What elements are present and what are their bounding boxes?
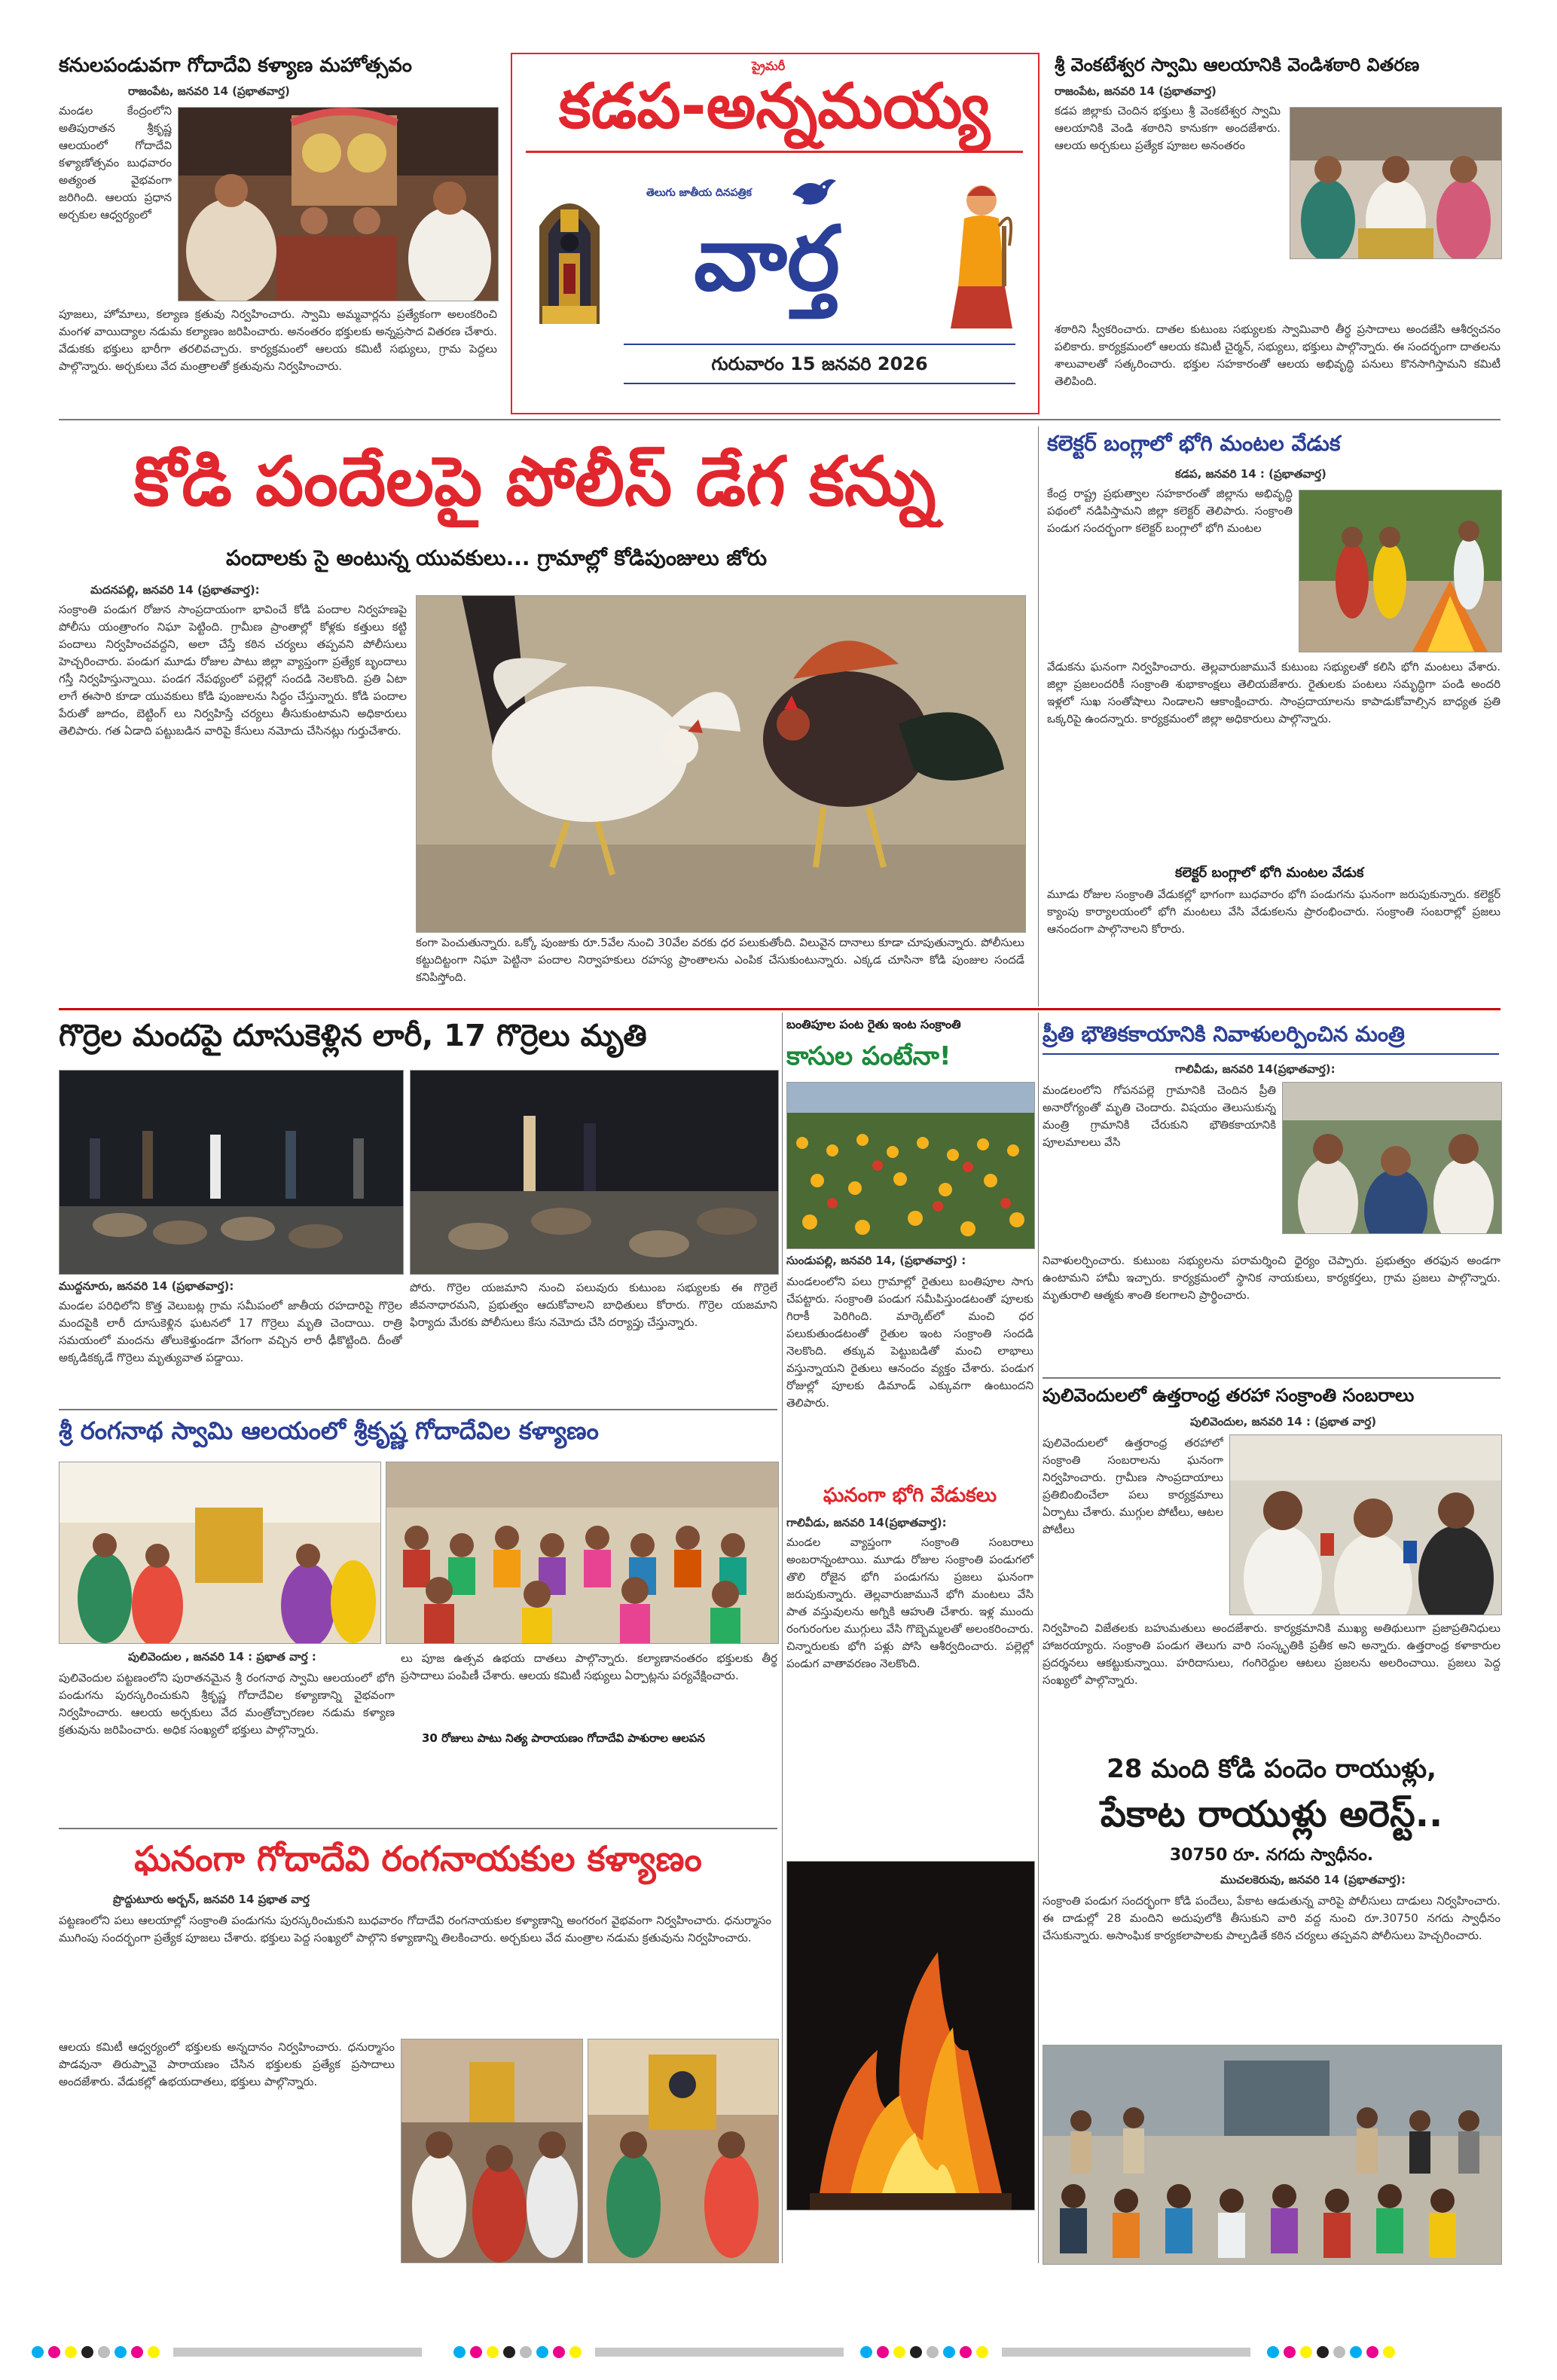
right-top-body1: కడప జిల్లాకు చెందిన భక్తులు శ్రీ వెంకటేశ్వర స్వామి ఆలయానికి వెండి శఠారిని కానుకగా అందజేశారు. ఆలయ అర్చకులు ప్రత్యేక పూజల అనంతరం bbox=[1055, 104, 1281, 152]
flowers-body: మండలంలోని పలు గ్రామాల్లో రైతులు బంతిపూల సాగు చేపట్టారు. సంక్రాంతి పండుగ సమీపిస్తుండటంతో పూలకు గిరాకీ పెరిగింది. మార్కెట్‌లో మంచి ధర పలుకుతుండటంతో రైతుల ఇంట సంక్రాంతి సందడి నెలకొంది. తక్కువ పెట్టుబడితో మంచి లాభాలు వస్తున్నాయని రైతులు ఆనందం వ్యక్తం చేశారు. పండుగ రోజుల్లో పూలకు డిమాండ్ ఎక్కువగా ఉంటుందని తెలిపారు. bbox=[786, 1275, 1033, 1410]
registration-dot bbox=[569, 2346, 582, 2358]
registration-dot bbox=[520, 2346, 532, 2358]
mid-rule-1 bbox=[59, 1008, 1501, 1010]
registration-dot bbox=[910, 2346, 922, 2358]
registration-dot bbox=[1300, 2346, 1312, 2358]
right-top-body2: శఠారిని స్వీకరించారు. దాతల కుటుంబ సభ్యులకు స్వామివారి తీర్థ ప్రసాదాలు అందజేసి ఆశీర్వచనం పలికారు. కార్యక్రమంలో ఆలయ కమిటీ చైర్మన్, సభ్యులు, భక్తులు పాల్గొన్నారు. ఈ సందర్భంగా దాతలను శాలువాలతో సత్కరించారు. భక్తుల సహకారంతో ఆలయ అభివృద్ధి పనులు కొనసాగిస్తామని కమిటీ తెలిపింది. bbox=[1055, 322, 1501, 388]
flowers-headline: కాసుల పంటేనా! bbox=[786, 1041, 951, 1071]
bonfire-photo bbox=[786, 1861, 1035, 2210]
pulivendula-body1: పులివెందులలో ఉత్తరాంధ్ర తరహాలో సంక్రాంతి సంబరాలను ఘనంగా నిర్వహించారు. గ్రామీణ సాంప్రదాయాలు ప్రతిబింబించేలా పలు కార్యక్రమాలు ఏర్పాటు చేశారు. ముగ్గుల పోటీలు, ఆటల పోటీలు bbox=[1043, 1436, 1223, 1536]
top-rule bbox=[59, 419, 1501, 420]
masthead-tagline: తెలుగు జాతీయ దినపత్రిక bbox=[646, 187, 752, 199]
collector-photo bbox=[1299, 490, 1502, 652]
registration-dot bbox=[877, 2346, 889, 2358]
collector-subhead: కలెక్టర్ బంగ్లాలో భోగి మంటల వేడుక bbox=[1175, 865, 1364, 881]
arrest-photo bbox=[1043, 2045, 1502, 2265]
registration-dot bbox=[927, 2346, 939, 2358]
registration-dot bbox=[1383, 2346, 1395, 2358]
registration-bar bbox=[595, 2348, 844, 2357]
right-top-headline: శ్రీ వెంకటేశ్వర స్వామి ఆలయానికి వెండిశఠారి వితరణ bbox=[1055, 54, 1420, 75]
registration-dot bbox=[960, 2346, 972, 2358]
mid-rule-3 bbox=[59, 1828, 777, 1829]
goda-body2: ఆలయ కమిటీ ఆధ్వర్యంలో భక్తులకు అన్నదానం నిర్వహించారు. ధనుర్మాసం పొడవునా తిరుప్పావై పారాయణం చేసిన భక్తులకు ప్రత్యేక ప్రసాదాలు అందజేశారు. వేడుకల్లో ఉభయదాతలు, భక్తులు పాల్గొన్నారు. bbox=[59, 2040, 395, 2088]
registration-dot bbox=[1366, 2346, 1378, 2358]
registration-dot bbox=[976, 2346, 988, 2358]
ranganatha-body2: లు పూజ ఉత్సవ ఉభయ దాతలు పాల్గొన్నారు. కల్యాణానంతరం భక్తులకు తీర్థ ప్రసాదాలు పంపిణీ చేశారు. ఆలయ కమిటీ సభ్యులు ఏర్పాట్లను పర్యవేక్షించారు. bbox=[401, 1651, 777, 1682]
lead-body1: సంక్రాంతి పండుగ రోజున సాంప్రదాయంగా భావించే కోడి పందాల నిర్వహణపై పోలీసు యంత్రాంగం నిఘా పెట్టింది. గ్రామీణ ప్రాంతాల్లో కోళ్లకు కత్తులు కట్టి పందాలు నిర్వహించవద్దని, అలా చేస్తే కఠిన చర్యలు తప్పవని పోలీసులు హెచ్చరించారు. పండుగ మూడు రోజుల పాటు జిల్లా వ్యాప్తంగా ప్రత్యేక బృందాలు గస్తీ నిర్వహిస్తున్నాయి. పండగ నేపథ్యంలో పల్లెల్లో సందడి నెలకొంది. ప్రతి ఏటా లాగే ఈసారి కూడా యువకులు కోడి పుంజులను సిద్ధం చేస్తున్నారు. కోడి పందాల పేరుతో జూదం, బెట్టింగ్ లు నిర్వహిస్తే చర్యలు తీసుకుంటామని అధికారులు తెలిపారు. గత ఏడాది పట్టుబడిన వారిపై కేసులు నమోదు చేసినట్లు గుర్తుచేశారు. bbox=[59, 603, 407, 738]
registration-dot bbox=[65, 2346, 77, 2358]
col-sep-1 bbox=[782, 1013, 783, 2263]
ranganatha-dateline: పులివెందుల , జనవరి 14 : ప్రభాత వార్త : bbox=[128, 1650, 316, 1664]
pulivendula-photo bbox=[1229, 1434, 1502, 1615]
collector-body1: కేంద్ర రాష్ట్ర ప్రభుత్వాల సహకారంతో జిల్లాను అభివృద్ధి పథంలో నడిపిస్తామని జిల్లా కలెక్టర్ తెలిపారు. సంక్రాంతి పండుగ సందర్భంగా కలెక్టర్ బంగ్లాలో భోగి మంటల bbox=[1047, 487, 1293, 535]
col-sep-3 bbox=[1038, 426, 1039, 1007]
mid-rule-2 bbox=[59, 1409, 777, 1410]
registration-dot bbox=[503, 2346, 515, 2358]
registration-dot bbox=[131, 2346, 143, 2358]
registration-dot bbox=[553, 2346, 565, 2358]
issue-date: గురువారం 15 జనవరి 2026 bbox=[711, 353, 928, 374]
flowers-dateline: సుండుపల్లి, జనవరి 14, (ప్రభాతవార్త) : bbox=[786, 1254, 966, 1267]
goda-headline: ఘనంగా గోదాదేవి రంగనాయకుల కళ్యాణం bbox=[134, 1838, 702, 1879]
registration-dot bbox=[32, 2346, 44, 2358]
registration-dot bbox=[860, 2346, 872, 2358]
bhogi-dateline: గాలివీడు, జనవరి 14(ప్రభాతవార్త): bbox=[786, 1516, 947, 1529]
masthead bbox=[511, 53, 1040, 414]
registration-dot bbox=[893, 2346, 905, 2358]
ranganatha-photo-2 bbox=[386, 1462, 779, 1644]
temple-photo-2 bbox=[588, 2039, 779, 2263]
registration-dot bbox=[48, 2346, 60, 2358]
left-top-headline: కనులపండువగా గోదాదేవి కళ్యాణ మహోత్సవం bbox=[59, 54, 412, 77]
masthead-title-underline bbox=[526, 151, 1023, 153]
venkateswara-illustration bbox=[532, 181, 607, 324]
sheep-photo-1 bbox=[59, 1070, 404, 1275]
registration-dot bbox=[453, 2346, 466, 2358]
minister-photo bbox=[1282, 1082, 1502, 1234]
collector-headline: కలెక్టర్ బంగ్లాలో భోగి మంటల వేడుక bbox=[1047, 431, 1341, 456]
registration-dot bbox=[1284, 2346, 1296, 2358]
temple-photo-1 bbox=[401, 2039, 583, 2263]
annamayya-illustration bbox=[940, 173, 1023, 331]
bhogi-body: మండల వ్యాప్తంగా సంక్రాంతి సంబరాలు అంబరాన్నంటాయి. మూడు రోజుల సంక్రాంతి పండుగలో తొలి రోజైన భోగి పండుగను ప్రజలు ఘనంగా జరుపుకున్నారు. తెల్లవారుజామునే భోగి మంటలు వేసి పాత వస్తువులను అగ్నికి ఆహుతి చేశారు. ఇళ్ల ముందు రంగురంగుల ముగ్గులు వేసి గొబ్బెమ్మలతో అలంకరించారు. చిన్నారులకు భోగి పళ్లు పోసి ఆశీర్వదించారు. పల్లెల్లో పండుగ వాతావరణం నెలకొంది. bbox=[786, 1535, 1033, 1670]
arrest-body: సంక్రాంతి పండుగ సందర్భంగా కోడి పందేలు, పేకాట ఆడుతున్న వారిపై పోలీసులు దాడులు నిర్వహించారు. ఈ దాడుల్లో 28 మందిని అదుపులోకి తీసుకుని వారి వద్ద నుంచి రూ.30750 నగదు స్వాధీనం చేసుకున్నారు. అసాంఘిక కార్యకలాపాలకు పాల్పడితే కఠిన చర్యలు తప్పవని పోలీసులు హెచ్చరించారు. bbox=[1043, 1894, 1501, 1942]
right-top-dateline: రాజంపేట, జనవరి 14 (ప్రభాతవార్త) bbox=[1055, 84, 1217, 98]
sheep-dateline: ముద్దనూరు, జనవరి 14 (ప్రభాతవార్త): bbox=[59, 1279, 234, 1293]
registration-bar bbox=[1002, 2348, 1250, 2357]
left-top-photo bbox=[178, 107, 499, 301]
registration-marks bbox=[30, 2345, 1528, 2360]
date-strip bbox=[624, 344, 1015, 384]
ranganatha-body1: పులివెందుల పట్టణంలోని పురాతనమైన శ్రీ రంగనాథ స్వామి ఆలయంలో భోగి పండుగను పురస్కరించుకుని శ్రీకృష్ణ గోదాదేవిల కళ్యాణాన్ని వైభవంగా నిర్వహించారు. ఆలయ అర్చకులు వేద మంత్రోచ్చారణల నడుమ కళ్యాణ క్రతువును జరిపించారు. అధిక సంఖ్యలో భక్తులు పాల్గొన్నారు. bbox=[59, 1671, 395, 1737]
pulivendula-headline: పులివెందులలో ఉత్తరాంధ్ర తరహా సంక్రాంతి సంబరాలు bbox=[1043, 1385, 1415, 1406]
registration-dot bbox=[114, 2346, 127, 2358]
minister-dateline: గాలివీడు, జనవరి 14(ప్రభాతవార్త): bbox=[1175, 1062, 1336, 1076]
goda-dateline: ప్రొద్దుటూరు అర్బన్, జనవరి 14 ప్రభాత వార్త bbox=[113, 1893, 310, 1906]
masthead-title: కడప-అన్నమయ్య bbox=[558, 71, 991, 142]
pulivendula-dateline: పులివెందుల, జనవరి 14 : (ప్రభాత వార్త) bbox=[1190, 1415, 1377, 1428]
sheep-body1: మండల పరిధిలోని కొత్త వెలుబట్ల గ్రామ సమీపంలో జాతీయ రహదారిపై గొర్రెల మందపైకి లారీ దూసుకెళ్లిన ఘటనలో 17 గొర్రెలు మృతి చెందాయి. రాత్రి సమయంలో మందను తోలుకెళ్తుండగా వేగంగా వచ్చిన లారీ ఢీకొట్టింది. దీంతో అక్కడికక్కడే గొర్రెలు మృత్యువాత పడ్డాయి. bbox=[59, 1299, 402, 1364]
paper-name: వార్త bbox=[694, 206, 840, 310]
collector-body2: వేడుకను ఘనంగా నిర్వహించారు. తెల్లవారుజామునే కుటుంబ సభ్యులతో కలిసి భోగి మంటలు వేశారు. జిల్లా ప్రజలందరికీ సంక్రాంతి శుభాకాంక్షలు తెలియజేశారు. రైతులకు పంటలు సమృద్ధిగా పండి అందరి ఇళ్లలో సుఖ సంతోషాలు నిండాలని ఆకాంక్షించారు. సాంప్రదాయాలను కాపాడుకోవాల్సిన బాధ్యత ప్రతి ఒక్కరిపై ఉందన్నారు. కార్యక్రమంలో జిల్లా అధికారులు పాల్గొన్నారు. bbox=[1047, 660, 1501, 726]
arrest-deck: 30750 రూ. నగదు స్వాధీనం. bbox=[1169, 1846, 1374, 1865]
sheep-headline: గొర్రెల మందపై దూసుకెళ్లిన లారీ, 17 గొర్రెలు మృతి bbox=[59, 1019, 647, 1053]
registration-dot bbox=[1267, 2346, 1279, 2358]
sheep-photo-2 bbox=[410, 1070, 779, 1275]
minister-rule bbox=[1043, 1377, 1501, 1379]
registration-bar bbox=[173, 2348, 422, 2357]
registration-dot bbox=[1350, 2346, 1362, 2358]
ranganatha-photo-1 bbox=[59, 1462, 381, 1644]
ranganatha-headline: శ్రీ రంగనాథ స్వామి ఆలయంలో శ్రీకృష్ణ గోదాదేవిల కళ్యాణం bbox=[59, 1416, 599, 1445]
lead-dateline: మదనపల్లి, జనవరి 14 (ప్రభాతవార్త): bbox=[90, 583, 260, 597]
arrest-headline-2: పేకాట రాయుళ్లు అరెస్ట్.. bbox=[1100, 1793, 1443, 1835]
registration-dot bbox=[1317, 2346, 1329, 2358]
collector-body3: మూడు రోజుల సంక్రాంతి వేడుకల్లో భాగంగా బుధవారం భోగి పండుగను ఘనంగా జరుపుకున్నారు. కలెక్టర్ క్యాంపు కార్యాలయంలో భోగి మంటలు వేసి వేడుకలను ప్రారంభించారు. సంక్రాంతి సంబరాల్లో ప్రజలు ఆనందంగా పాల్గొనాలని కోరారు. bbox=[1047, 888, 1501, 936]
flowers-kicker: బంతిపూల పంట రైతు ఇంట సంక్రాంతి bbox=[786, 1017, 961, 1031]
marigold-photo bbox=[786, 1082, 1035, 1249]
left-top-dateline: రాజంపేట, జనవరి 14 (ప్రభాతవార్త) bbox=[128, 84, 290, 98]
registration-dot bbox=[81, 2346, 93, 2358]
rooster-photo bbox=[416, 595, 1026, 933]
registration-dot bbox=[943, 2346, 955, 2358]
sheep-body2: పోరు. గొర్రెల యజమాని నుంచి పలువురు కుటుంబ సభ్యులకు ఈ గొర్రెలే జీవనాధారమని, ప్రభుత్వం ఆదుకోవాలని బాధితులు కోరారు. గొర్రెల యజమాని ఫిర్యాదు మేరకు పోలీసులు కేసు నమోదు చేసి దర్యాప్తు చేస్తున్నారు. bbox=[410, 1281, 777, 1329]
collector-dateline: కడప, జనవరి 14 : (ప్రభాతవార్త) bbox=[1175, 467, 1327, 481]
goda-body1: పట్టణంలోని పలు ఆలయాల్లో సంక్రాంతి పండుగను పురస్కరించుకుని బుధవారం గోదాదేవి రంగనాయకుల కళ్యాణాన్ని అంగరంగ వైభవంగా నిర్వహించారు. ధనుర్మాసం ముగింపు సందర్భంగా ప్రత్యేక పూజలు చేశారు. భక్తులు పెద్ద సంఖ్యలో పాల్గొని కళ్యాణాన్ని తిలకించారు. అర్చకులు వేద మంత్రాల నడుమ క్రతువును నిర్వహించారు. bbox=[59, 1914, 771, 1945]
lead-body2: కంగా పెంచుతున్నారు. ఒక్కో పుంజుకు రూ.5వేల నుంచి 30వేల వరకు ధర పలుకుతోంది. విలువైన దానాలు కూడా చూపుతున్నారు. పోలీసులు కట్టుదిట్టంగా నిఘా పెట్టినా పందాల నిర్వాహకులు రహస్య ప్రాంతాలను ఎంపిక చేసుకుంటున్నారు. ఎక్కడ చూసినా కోడి పుంజుల సందడే కనిపిస్తోంది. bbox=[416, 936, 1024, 984]
left-top-body2: పూజలు, హోమాలు, కల్యాణ క్రతువు నిర్వహించారు. స్వామి అమ్మవార్లను ప్రత్యేకంగా అలంకరించి మంగళ వాయిద్యాల నడుమ కల్యాణం జరిపించారు. అనంతరం భక్తులకు అన్నప్రసాద వితరణ చేశారు. వేడుకకు భక్తులు భారీగా తరలివచ్చారు. కార్యక్రమంలో ఆలయ కమిటీ సభ్యులు, గ్రామ పెద్దలు పాల్గొన్నారు. అర్చకులు వేద మంత్రాలతో క్రతువును నిర్వహించారు. bbox=[59, 307, 497, 373]
registration-dot bbox=[148, 2346, 160, 2358]
registration-dot bbox=[98, 2346, 110, 2358]
registration-dot bbox=[536, 2346, 548, 2358]
ranganatha-subhead: 30 రోజులు పాటు నిత్య పారాయణం గోదాదేవి పాశురాల ఆలపన bbox=[422, 1731, 705, 1745]
registration-strip bbox=[30, 2345, 1528, 2360]
col-sep-2 bbox=[1038, 1013, 1039, 2263]
lead-subhead: పందాలకు సై అంటున్న యువకులు... గ్రామాల్లో కోడిపుంజులు జోరు bbox=[226, 545, 768, 570]
arrest-dateline: ముచలకెరువు, జనవరి 14 (ప్రభాతవార్త): bbox=[1220, 1873, 1406, 1887]
right-top-photo bbox=[1290, 107, 1502, 259]
masthead-small: ప్రైమరీ bbox=[752, 59, 786, 73]
registration-dot bbox=[1333, 2346, 1345, 2358]
registration-dot bbox=[487, 2346, 499, 2358]
minister-headline-box bbox=[1043, 1017, 1499, 1055]
registration-dot bbox=[470, 2346, 482, 2358]
minister-headline: ప్రీతి భౌతికకాయానికి నివాళులర్పించిన మంత్రి bbox=[1043, 1022, 1405, 1046]
pulivendula-body2: నిర్వహించి విజేతలకు బహుమతులు అందజేశారు. కార్యక్రమానికి ముఖ్య అతిథులుగా ప్రజాప్రతినిధులు హాజరయ్యారు. సంక్రాంతి పండుగ తెలుగు వారి సంస్కృతికి ప్రతీక అని అన్నారు. ఉత్తరాంధ్ర కళాకారుల ప్రదర్శనలు ఆకట్టుకున్నాయి. హరిదాసులు, గంగిరెద్దుల ఆటలు ప్రజలను అలరించాయి. ప్రజలు పెద్ద సంఖ్యలో పాల్గొన్నారు. bbox=[1043, 1621, 1501, 1687]
left-top-body1: మండల కేంద్రంలోని అతిపురాతన శ్రీకృష్ణ ఆలయంలో గోదాదేవి కళ్యాణోత్సవం బుధవారం అత్యంత వైభవంగా జరిగింది. ఆలయ ప్రధాన అర్చకుల ఆధ్వర్యంలో bbox=[59, 104, 172, 222]
bhogi-headline: ఘనంగా భోగి వేడుకలు bbox=[823, 1484, 997, 1507]
arrest-headline-1: 28 మంది కోడి పందెం రాయుళ్లు, bbox=[1107, 1754, 1436, 1784]
minister-body1: మండలంలోని గోపనపల్లె గ్రామానికి చెందిన ప్రీతి అనారోగ్యంతో మృతి చెందారు. విషయం తెలుసుకున్న మంత్రి గ్రామానికి చేరుకుని భౌతికకాయానికి పూలమాలలు వేసి bbox=[1043, 1083, 1276, 1149]
minister-body2: నివాళులర్పించారు. కుటుంబ సభ్యులను పరామర్శించి ధైర్యం చెప్పారు. ప్రభుత్వం తరఫున అండగా ఉంటామని హామీ ఇచ్చారు. కార్యక్రమంలో స్థానిక నాయకులు, కార్యకర్తలు, గ్రామ ప్రజలు పాల్గొన్నారు. మృతురాలి ఆత్మకు శాంతి కలగాలని ప్రార్థించారు. bbox=[1043, 1254, 1501, 1302]
lead-headline: కోడి పందేలపై పోలీస్ డేగ కన్ను bbox=[133, 442, 936, 521]
